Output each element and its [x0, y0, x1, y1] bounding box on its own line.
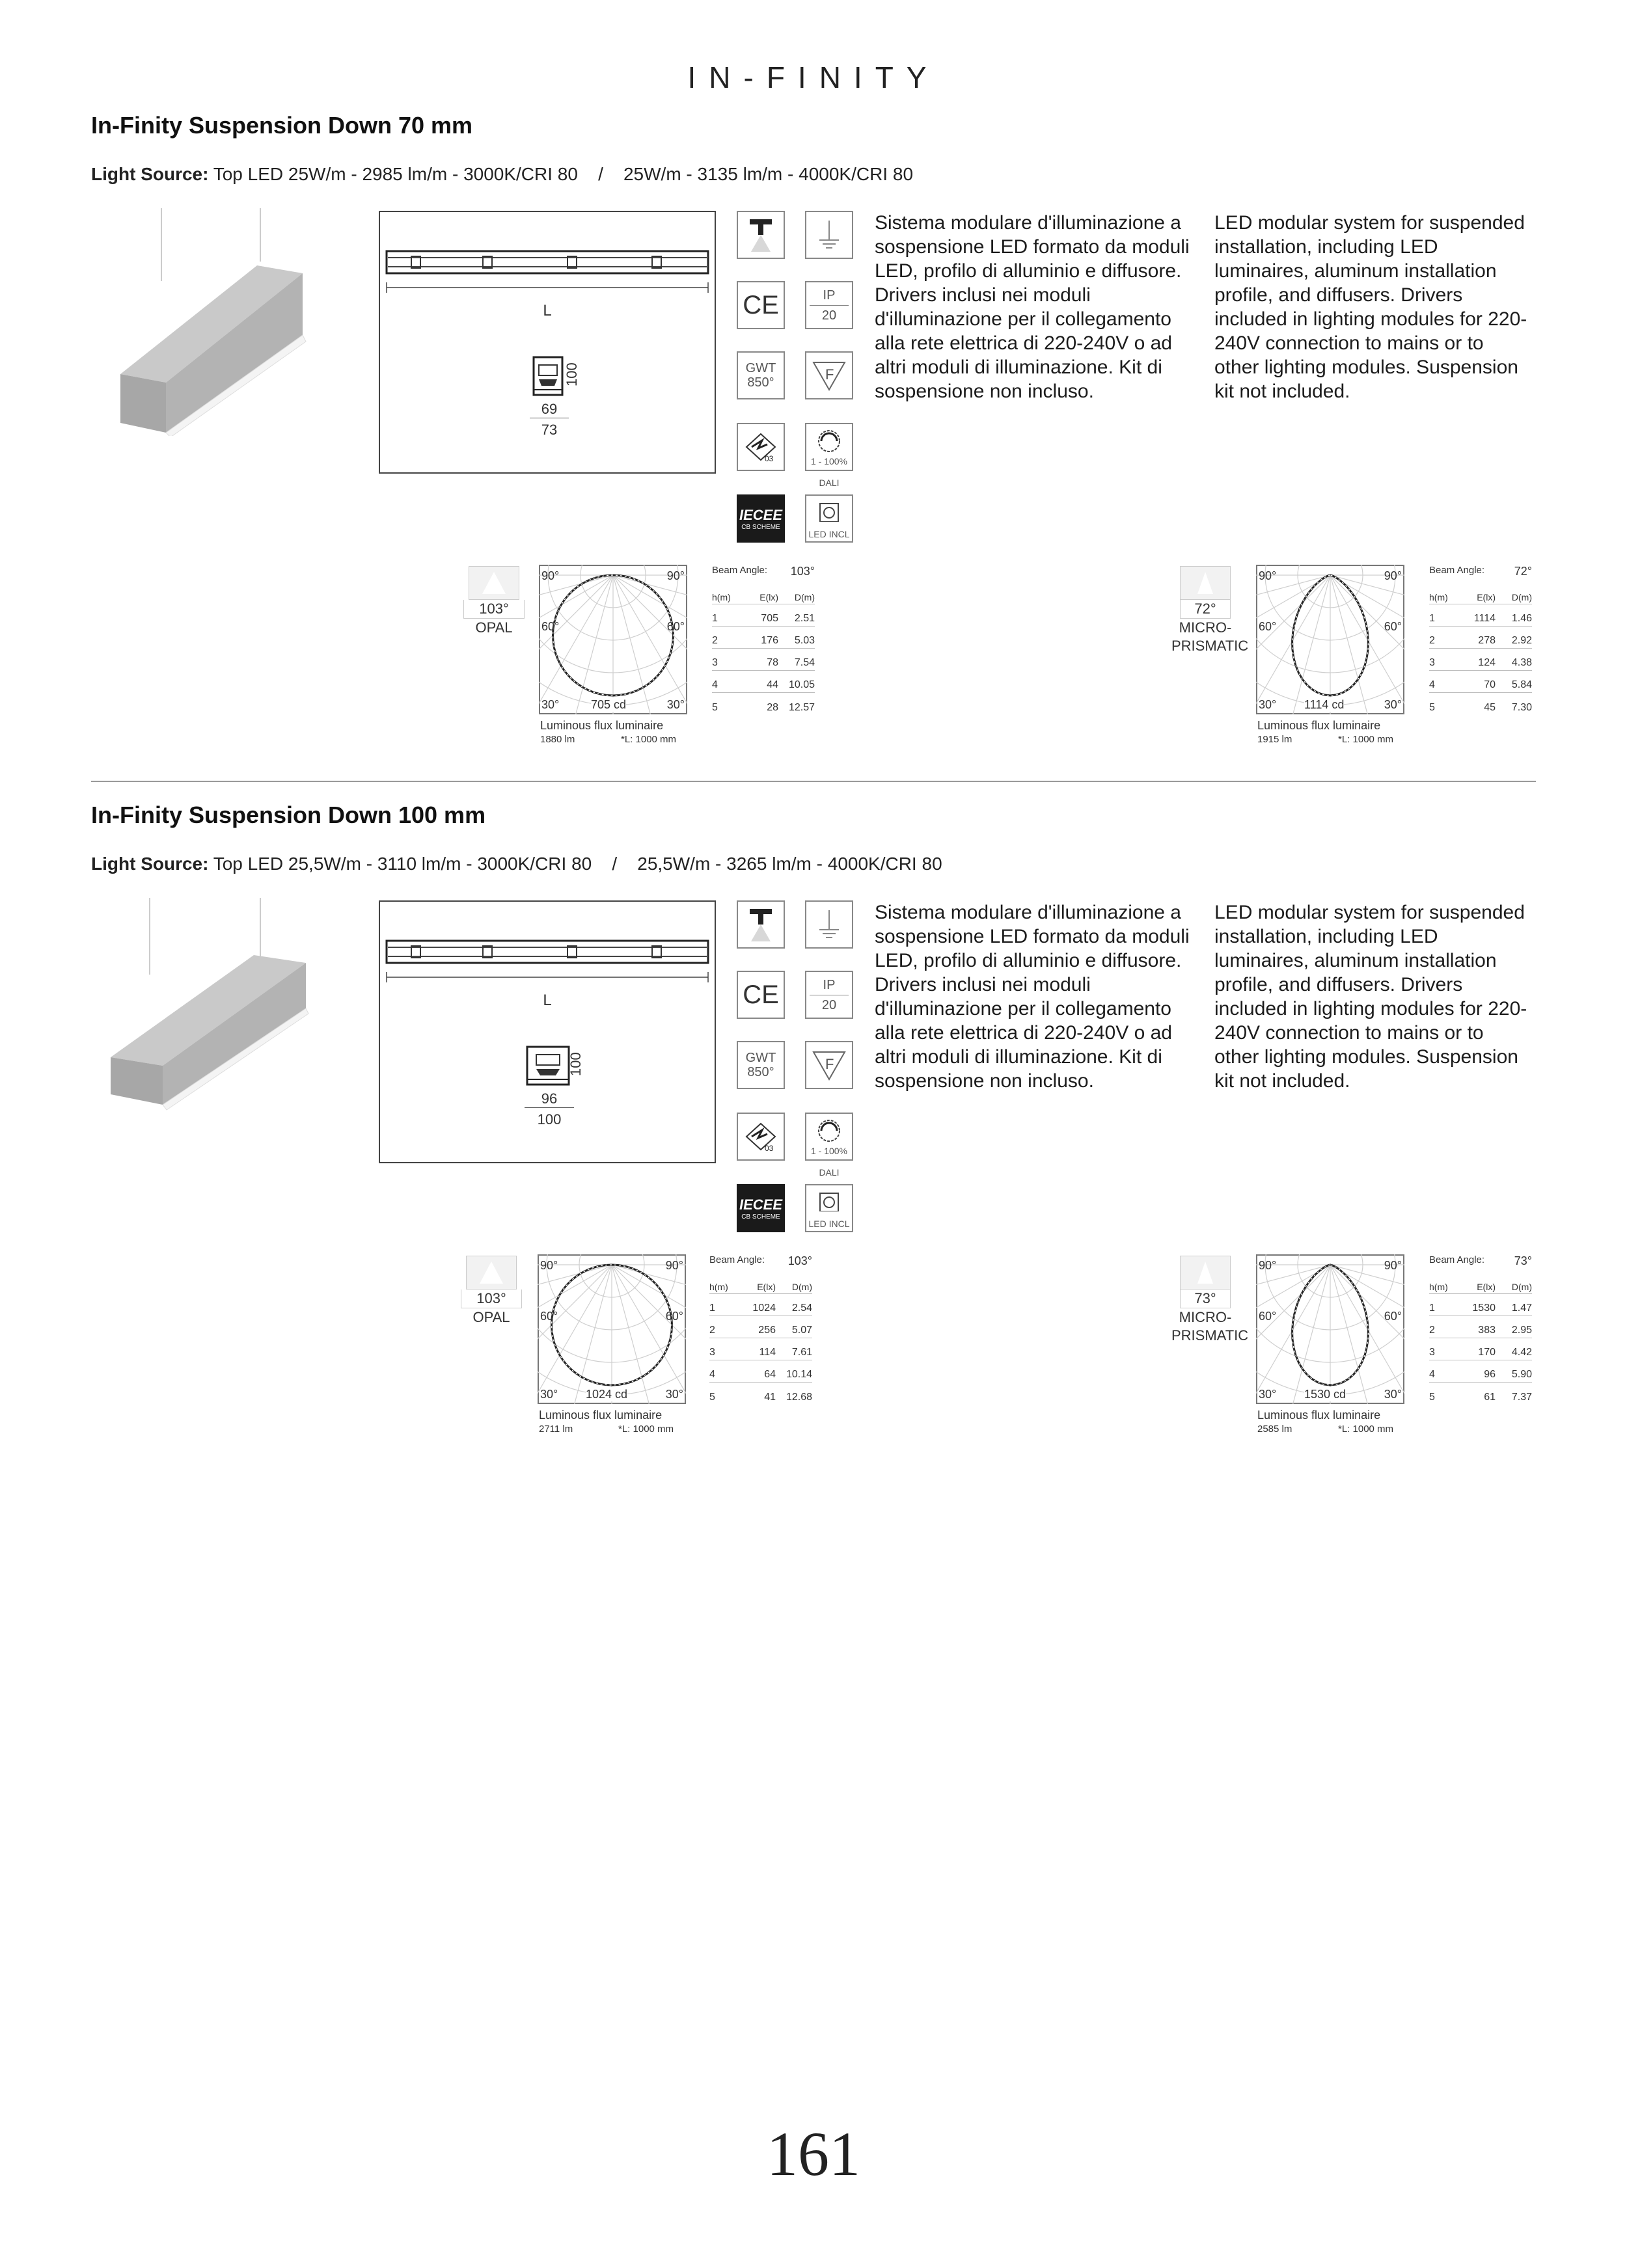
angle-label: 60° — [1384, 620, 1402, 633]
angle-label: 90° — [540, 1259, 558, 1272]
profile-section — [525, 1042, 574, 1094]
earth-ground-icon — [805, 900, 853, 949]
description-english: LED modular system for suspended installation, including LED luminaires, aluminum installation profile, and diffusers. Drivers included in lighting modules for 220-240V connection to mains or to other lighting modules. Suspension kit not included. — [1214, 902, 1527, 1092]
iecee-icon — [737, 494, 785, 543]
length-note: *L: 1000 mm — [1338, 1424, 1394, 1435]
light-source-value: Top LED 25,5W/m - 3110 lm/m - 3000K/CRI 80 / 25,5W/m - 3265 lm/m - 4000K/CRI 80 — [213, 854, 942, 874]
length-note: *L: 1000 mm — [1338, 734, 1394, 745]
iecee-top: IECEE — [739, 1196, 783, 1213]
angle-label: 30° — [1384, 698, 1402, 711]
cell: 5.84 — [1511, 679, 1532, 690]
table-title: Beam Angle: — [1429, 565, 1485, 576]
product-image — [104, 898, 319, 1113]
cell: 5 — [1429, 1392, 1435, 1403]
section-divider — [91, 781, 1536, 782]
beam-angle: 103° — [461, 1289, 522, 1308]
cell: 2.92 — [1511, 635, 1532, 646]
beam-card — [461, 1256, 522, 1327]
cell: 5.90 — [1511, 1369, 1532, 1380]
header-cell: h(m) — [709, 1282, 728, 1292]
header-cell: E(lx) — [757, 1282, 776, 1292]
flux-value: 2585 lm — [1257, 1424, 1292, 1435]
length-label: L — [543, 992, 552, 1009]
angle-label: 60° — [1259, 620, 1277, 633]
f-mark-text: F — [825, 366, 834, 383]
angle-label: 60° — [540, 1310, 558, 1323]
illuminance-table — [709, 1254, 812, 1405]
led-incl-label: LED INCL — [808, 529, 850, 539]
angle-label: 90° — [1259, 569, 1277, 582]
angle-label: 30° — [1259, 1388, 1277, 1401]
cell: 10.05 — [788, 679, 815, 690]
table-row — [1429, 604, 1532, 627]
dali-label: DALI — [819, 478, 840, 488]
table-title: Beam Angle: — [709, 1254, 765, 1265]
cell: 5 — [712, 702, 718, 713]
ip-label: IP — [823, 977, 836, 992]
glow-wire-icon — [737, 1041, 785, 1089]
height-dimension: 100 — [564, 362, 580, 386]
angle-label: 90° — [1259, 1259, 1277, 1272]
diffuser-type: OPAL — [475, 619, 513, 636]
table-row — [712, 671, 815, 693]
peak-intensity: 1114 cd — [1304, 698, 1345, 711]
length-note: *L: 1000 mm — [618, 1424, 674, 1435]
cell: 4 — [1429, 679, 1435, 690]
iecee-bottom: CB SCHEME — [741, 1213, 780, 1221]
cell: 4 — [712, 679, 718, 690]
beam-angle: 73° — [1180, 1289, 1231, 1308]
length-label: L — [543, 302, 552, 319]
cell: 5 — [1429, 702, 1435, 713]
light-source-label: Light Source: — [91, 164, 209, 184]
cell: 256 — [758, 1325, 776, 1336]
cell: 3 — [1429, 657, 1435, 668]
flux-caption: Luminous flux luminaire — [540, 719, 664, 732]
table-row — [1429, 693, 1532, 715]
light-source-value: Top LED 25W/m - 2985 lm/m - 3000K/CRI 80 / 25W/m - 3135 lm/m - 4000K/CRI 80 — [213, 164, 914, 184]
angle-label: 30° — [1384, 1388, 1402, 1401]
table-row — [1429, 1316, 1532, 1338]
beam-angle: 103° — [463, 600, 525, 619]
flux-value: 2711 lm — [539, 1424, 573, 1435]
cell: 4 — [709, 1369, 715, 1380]
cell: 5.03 — [794, 635, 815, 646]
suspension-mount-icon — [737, 900, 785, 949]
technical-drawing — [379, 900, 716, 1163]
illuminance-table — [712, 565, 815, 715]
cell: 7.30 — [1511, 702, 1532, 713]
table-row — [1429, 649, 1532, 671]
polar-diagram — [539, 565, 687, 714]
page-number: 161 — [767, 2119, 860, 2189]
inner-width-dimension: 96 — [525, 1090, 574, 1108]
flux-caption: Luminous flux luminaire — [539, 1409, 663, 1422]
cell: 705 — [761, 613, 778, 624]
table-row — [712, 627, 815, 649]
cell: 1 — [1429, 613, 1435, 624]
table-row — [1429, 627, 1532, 649]
ce-mark-icon: CE — [737, 971, 785, 1019]
cell: 1 — [1429, 1303, 1435, 1314]
cell: 2.95 — [1511, 1325, 1532, 1336]
cell: 45 — [1484, 702, 1496, 713]
iecee-icon — [737, 1184, 785, 1232]
beam-card — [1171, 566, 1249, 655]
angle-label: 30° — [541, 698, 560, 711]
ip-rating-icon — [805, 281, 853, 329]
cell: 1.46 — [1511, 613, 1532, 624]
table-header — [709, 1272, 812, 1294]
angle-label: 90° — [1384, 1259, 1402, 1272]
brand-heading: IN-FINITY — [687, 61, 940, 94]
table-row — [1429, 671, 1532, 693]
earth-ground-icon — [805, 211, 853, 259]
cell: 12.68 — [786, 1392, 812, 1403]
angle-label: 30° — [666, 698, 685, 711]
table-angle: 103° — [790, 565, 815, 578]
angle-label: 60° — [1384, 1310, 1402, 1323]
light-source — [91, 164, 913, 185]
beam-card — [463, 566, 525, 637]
table-title: Beam Angle: — [712, 565, 768, 576]
cell: 78 — [767, 657, 778, 668]
ce-mark-icon: CE — [737, 281, 785, 329]
table-angle: 73° — [1514, 1254, 1532, 1267]
gwt-label: GWT — [745, 1051, 776, 1065]
profile-section — [530, 352, 569, 404]
header-cell: E(lx) — [1477, 1282, 1496, 1292]
gwt-value: 850° — [747, 375, 774, 390]
inner-width-dimension: 69 — [530, 401, 569, 418]
table-row — [1429, 1338, 1532, 1360]
ip-value: 20 — [810, 995, 849, 1012]
header-cell: E(lx) — [1477, 592, 1496, 602]
cell: 3 — [709, 1347, 715, 1358]
dali-label: DALI — [819, 1167, 840, 1178]
ip-rating-icon — [805, 971, 853, 1019]
header-cell: h(m) — [1429, 1282, 1448, 1292]
peak-intensity: 705 cd — [591, 698, 627, 711]
peak-intensity: 1024 cd — [586, 1388, 628, 1401]
table-row — [709, 1294, 812, 1316]
angle-label: 60° — [666, 620, 685, 633]
cell: 124 — [1478, 657, 1496, 668]
cell: 4.38 — [1511, 657, 1532, 668]
cell: 1114 — [1473, 613, 1496, 624]
table-row — [712, 604, 815, 627]
eec-icon — [737, 423, 785, 471]
flux-value: 1915 lm — [1257, 734, 1292, 745]
table-angle: 103° — [787, 1254, 812, 1267]
light-source-label: Light Source: — [91, 854, 209, 874]
gwt-value: 850° — [747, 1065, 774, 1079]
table-row — [1429, 1383, 1532, 1405]
cell: 7.61 — [791, 1347, 812, 1358]
cell: 10.14 — [786, 1369, 812, 1380]
polar-diagram — [1256, 1254, 1404, 1404]
table-row — [1429, 1294, 1532, 1316]
gwt-label: GWT — [745, 361, 776, 375]
table-row — [709, 1360, 812, 1383]
dim-range: 1 - 100% — [810, 1146, 848, 1156]
description-english: LED modular system for suspended installation, including LED luminaires, aluminum installation profile, and diffusers. Drivers included in lighting modules for 220-240V connection to mains or to other lighting modules. Suspension kit not included. — [1214, 212, 1527, 402]
table-angle: 72° — [1514, 565, 1532, 578]
cell: 1530 — [1472, 1303, 1496, 1314]
dimming-icon — [805, 423, 853, 471]
cell: 2.54 — [791, 1303, 812, 1314]
beam-card — [1171, 1256, 1249, 1345]
table-header — [1429, 1272, 1532, 1294]
cell: 1 — [712, 613, 718, 624]
cell: 3 — [1429, 1347, 1435, 1358]
led-included-icon — [805, 1184, 853, 1232]
table-row — [709, 1338, 812, 1360]
profile-side-view — [385, 245, 711, 303]
dimming-icon — [805, 1113, 853, 1161]
description-italian: Sistema modulare d'illuminazione a sospensione LED formato da moduli LED, profilo di alluminio e diffusore. Drivers inclusi nei moduli d'illuminazione per il collegamento alla rete elettrica di 220-240V o ad altri moduli di illuminazione. Kit di sospensione non incluso. — [875, 212, 1190, 402]
cell: 2 — [709, 1325, 715, 1336]
cell: 114 — [759, 1347, 776, 1358]
table-row — [709, 1316, 812, 1338]
diffuser-type: MICRO- PRISMATIC — [1171, 619, 1249, 654]
eec-text: 03 — [765, 454, 774, 463]
header-cell: D(m) — [794, 592, 815, 602]
product-image — [111, 208, 319, 436]
eec-icon — [737, 1113, 785, 1161]
table-title: Beam Angle: — [1429, 1254, 1485, 1265]
eec-text: 03 — [765, 1144, 774, 1153]
table-row — [712, 693, 815, 715]
header-cell: D(m) — [1511, 1282, 1532, 1292]
cell: 4 — [1429, 1369, 1435, 1380]
cell: 96 — [1484, 1369, 1496, 1380]
cell: 2 — [712, 635, 718, 646]
led-included-icon — [805, 494, 853, 543]
diffuser-type: MICRO- PRISMATIC — [1171, 1309, 1249, 1343]
header-cell: h(m) — [1429, 592, 1448, 602]
led-incl-label: LED INCL — [808, 1219, 850, 1229]
cell: 170 — [1478, 1347, 1496, 1358]
cell: 2 — [1429, 635, 1435, 646]
cell: 70 — [1484, 679, 1496, 690]
cell: 176 — [761, 635, 778, 646]
angle-label: 90° — [665, 1259, 683, 1272]
cell: 2 — [1429, 1325, 1435, 1336]
illuminance-table — [1429, 1254, 1532, 1405]
cell: 7.54 — [794, 657, 815, 668]
iecee-top: IECEE — [739, 506, 783, 523]
product-title: In-Finity Suspension Down 100 mm — [91, 802, 486, 828]
f-mark-text: F — [825, 1056, 834, 1072]
iecee-bottom: CB SCHEME — [741, 523, 780, 531]
ip-label: IP — [823, 288, 836, 303]
cell: 61 — [1484, 1392, 1496, 1403]
angle-label: 30° — [1259, 698, 1277, 711]
header-cell: D(m) — [1511, 592, 1532, 602]
polar-diagram — [538, 1254, 686, 1404]
table-row — [1429, 1360, 1532, 1383]
table-header — [1429, 582, 1532, 604]
table-row — [712, 649, 815, 671]
height-dimension: 100 — [567, 1052, 584, 1076]
cell: 64 — [764, 1369, 776, 1380]
cell: 1024 — [752, 1303, 776, 1314]
beam-angle: 72° — [1180, 600, 1231, 619]
cell: 5 — [709, 1392, 715, 1403]
cell: 1.47 — [1511, 1303, 1532, 1314]
cell: 383 — [1478, 1325, 1496, 1336]
flux-caption: Luminous flux luminaire — [1257, 719, 1381, 732]
diffuser-type: OPAL — [472, 1309, 510, 1325]
polar-diagram — [1256, 565, 1404, 714]
technical-drawing — [379, 211, 716, 474]
cell: 28 — [767, 702, 778, 713]
angle-label: 30° — [540, 1388, 558, 1401]
angle-label: 30° — [665, 1388, 683, 1401]
angle-label: 90° — [1384, 569, 1402, 582]
peak-intensity: 1530 cd — [1304, 1388, 1347, 1401]
header-cell: D(m) — [791, 1282, 812, 1292]
table-header — [712, 582, 815, 604]
angle-label: 60° — [665, 1310, 683, 1323]
cell: 12.57 — [788, 702, 815, 713]
header-cell: E(lx) — [759, 592, 778, 602]
f-mark-icon — [805, 1041, 853, 1089]
angle-label: 90° — [541, 569, 560, 582]
table-row — [709, 1383, 812, 1405]
flux-caption: Luminous flux luminaire — [1257, 1409, 1381, 1422]
cell: 5.07 — [791, 1325, 812, 1336]
header-cell: h(m) — [712, 592, 731, 602]
cell: 2.51 — [794, 613, 815, 624]
product-title: In-Finity Suspension Down 70 mm — [91, 112, 473, 139]
f-mark-icon — [805, 351, 853, 399]
dim-range: 1 - 100% — [810, 456, 848, 466]
cell: 44 — [767, 679, 778, 690]
cell: 3 — [712, 657, 718, 668]
outer-width-dimension: 73 — [541, 422, 558, 438]
ip-value: 20 — [810, 305, 849, 323]
outer-width-dimension: 100 — [537, 1111, 562, 1127]
glow-wire-icon — [737, 351, 785, 399]
angle-label: 60° — [1259, 1310, 1277, 1323]
length-note: *L: 1000 mm — [621, 734, 677, 745]
flux-value: 1880 lm — [540, 734, 575, 745]
cell: 4.42 — [1511, 1347, 1532, 1358]
angle-label: 60° — [541, 620, 560, 633]
suspension-mount-icon — [737, 211, 785, 259]
illuminance-table — [1429, 565, 1532, 715]
profile-side-view — [385, 934, 711, 993]
cell: 7.37 — [1511, 1392, 1532, 1403]
description-italian: Sistema modulare d'illuminazione a sospensione LED formato da moduli LED, profilo di alluminio e diffusore. Drivers inclusi nei moduli d'illuminazione per il collegamento alla rete elettrica di 220-240V o ad altri moduli di illuminazione. Kit di sospensione non incluso. — [875, 902, 1190, 1092]
angle-label: 90° — [666, 569, 685, 582]
cell: 278 — [1478, 635, 1496, 646]
cell: 1 — [709, 1303, 715, 1314]
light-source — [91, 854, 942, 874]
cell: 41 — [764, 1392, 776, 1403]
